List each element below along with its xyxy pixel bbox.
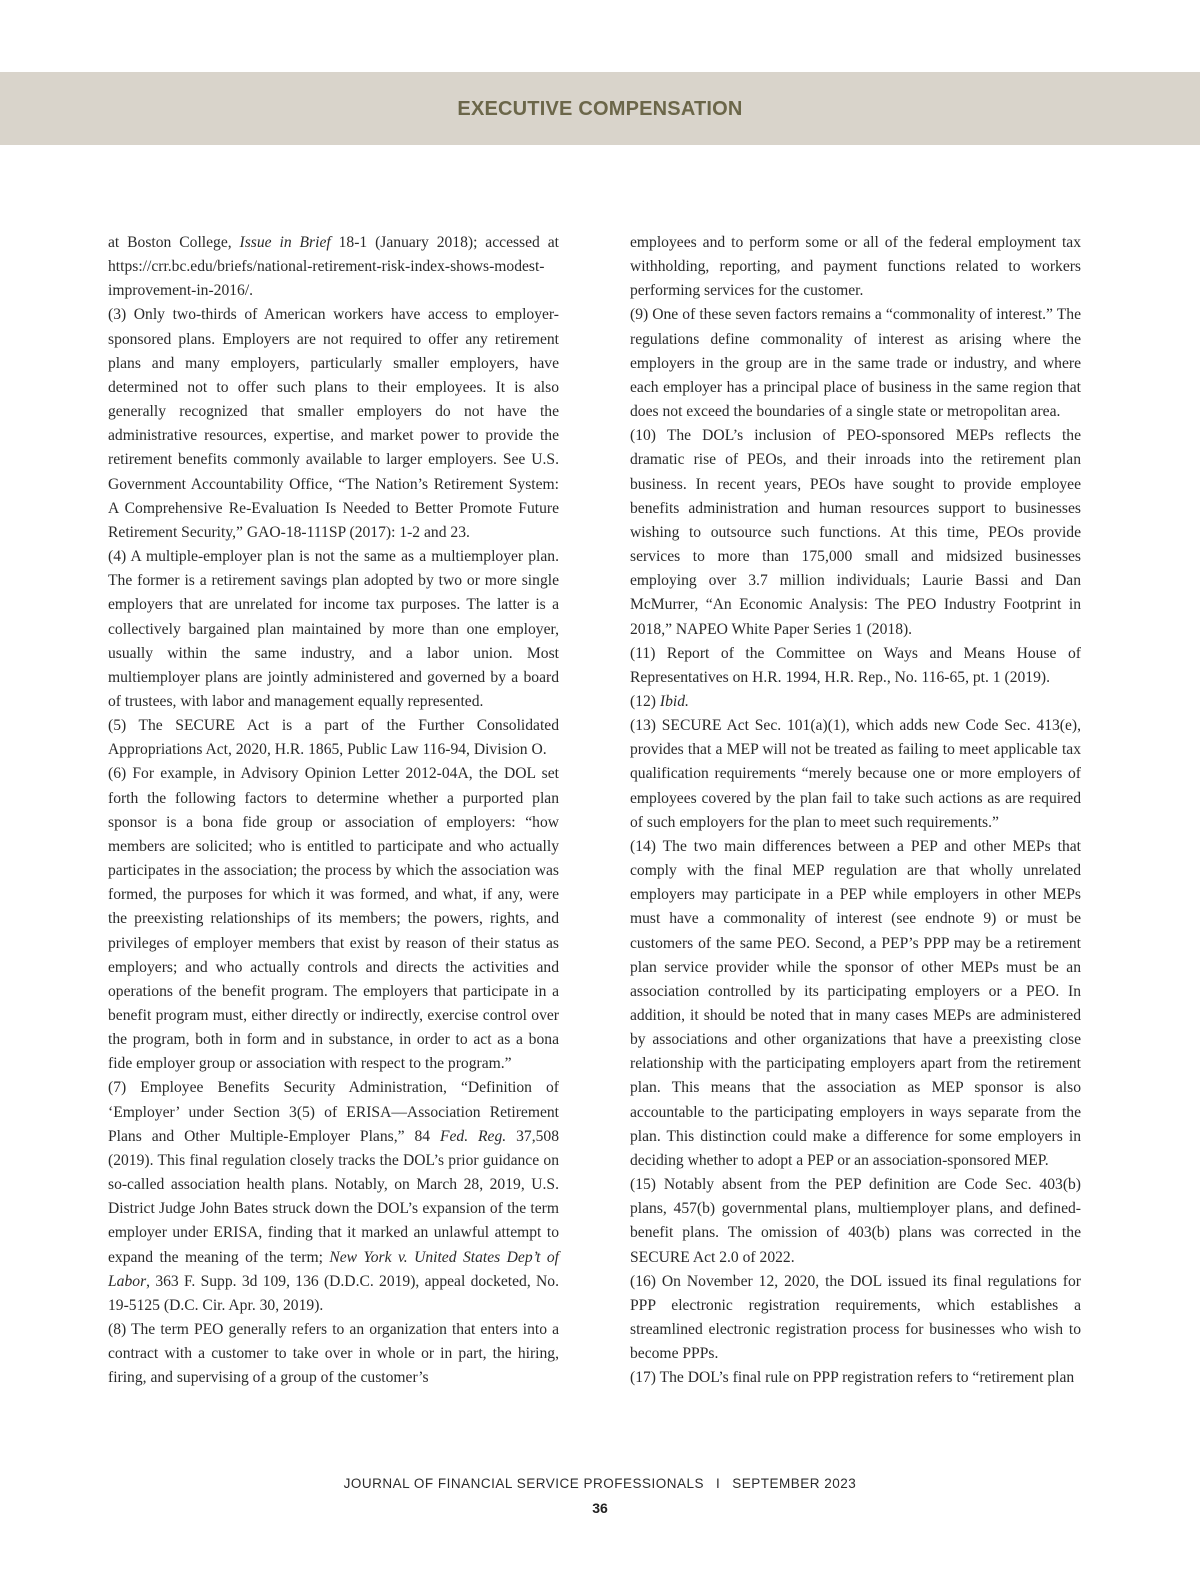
endnote-11: (11) Report of the Committee on Ways and Means House of Representatives on H.R. 1994, H.R. Rep., No. 116-65, pt. 1 (2019). (630, 644, 1081, 686)
endnote-13: (13) SECURE Act Sec. 101(a)(1), which adds new Code Sec. 413(e), provides that a MEP will not be treated as failing to meet applicable tax qualification requirements “merely because one or more employers of employees covered by the plan fail to take such actions as are required of such employers for the plan to meet such requirements.” (630, 717, 1081, 831)
footer-separator: I (716, 1476, 721, 1491)
endnote-5: (5) The SECURE Act is a part of the Further Consolidated Appropriations Act, 2020, H.R. 1865, Public Law 116-94, Division O. (108, 717, 559, 759)
endnote-text: 37,508 (2019). This final regulation closely tracks the DOL’s prior guidance on so-called association health plans. Notably, on March 28, 2019, U.S. District Judge John Bates struck down the DOL’s expansion of the term employer under ERISA, finding that it marked an unlawful attempt to expand the meaning of the term; (108, 1127, 559, 1266)
case-name: New York v. United States Dep’t of Labor (108, 1248, 559, 1290)
endnote-10: (10) The DOL’s inclusion of PEO-sponsored MEPs reflects the dramatic rise of PEOs, and their inroads into the retirement plan business. In recent years, PEOs have sought to provide employee benefits administration and human resources support to businesses wishing to outsource such functions. At this time, PEOs provide services to more than 175,000 small and midsized businesses employing over 3.7 million individuals; Laurie Bassi and Dan McMurrer, “An Economic Analysis: The PEO Industry Footprint in 2018,” NAPEO White Paper Series 1 (2018). (630, 427, 1081, 638)
right-column (630, 231, 1081, 1391)
endnote-text: at Boston College, (108, 234, 240, 251)
endnote-12 (630, 690, 1081, 714)
journal-name: JOURNAL OF FINANCIAL SERVICE PROFESSIONALS (343, 1476, 704, 1491)
publication-title: Issue in Brief (239, 234, 331, 251)
endnote-8-continued: employees and to perform some or all of the federal employment tax withholding, reporting, and payment functions related to workers performing services for the customer. (630, 234, 1081, 300)
endnote-17: (17) The DOL’s final rule on PPP registration refers to “retirement plan (630, 1369, 1075, 1387)
section-header-band (0, 72, 1200, 145)
endnote-2-continued (108, 231, 559, 303)
footer-journal-line (0, 1476, 1200, 1491)
endnote-9: (9) One of these seven factors remains a “commonality of interest.” The regulations define commonality of interest as arising where the employers in the group are in the same trade or industry, and where each employer has a principal place of business in the same region that does not exceed the boundaries of a single state or metropolitan area. (630, 306, 1081, 421)
endnote-text: 18-1 (January 2018); accessed at https://crr.bc.edu/briefs/national-retirement-risk-index-shows-modest-improvement-in-2016/. (108, 234, 559, 300)
endnote-8: (8) The term PEO generally refers to an organization that enters into a contract with a customer to take over in whole or in part, the hiring, firing, and supervising of a group of the customer’s (108, 1321, 559, 1387)
endnote-3: (3) Only two-thirds of American workers have access to employer-sponsored plans. Employers are not required to offer any retirement plans and many employers, particularly smaller employers, have determined not to offer such plans to their employees. It is also generally recognized that smaller employers do not have the administrative resources, expertise, and market power to provide the retirement benefits commonly available to larger employers. See U.S. Government Accountability Office, “The Nation’s Retirement System: A Comprehensive Re-Evaluation Is Needed to Better Promote Future Retirement Security,” GAO-18-111SP (2017): 1-2 and 23. (108, 306, 559, 541)
left-column (108, 231, 559, 1391)
page-number: 36 (592, 1500, 608, 1516)
publication-title: Fed. Reg. (439, 1127, 507, 1145)
endnote-4: (4) A multiple-employer plan is not the same as a multiemployer plan. The former is a retirement savings plan adopted by two or more single employers that are unrelated for income tax purposes. The latter is a collectively bargained plan maintained by more than one employer, usually within the same industry, and a labor union. Most multiemployer plans are jointly administered and governed by a board of trustees, with labor and management equally represented. (108, 548, 559, 710)
endnote-6: (6) For example, in Advisory Opinion Letter 2012-04A, the DOL set forth the following factors to determine whether a purported plan sponsor is a bona fide group or association of employers: “how members are solicited; who is entitled to participate and who actually participates in the association; the process by which the association was formed, the purposes for which it was formed, and what, if any, were the preexisting relationships of its members; the powers, rights, and privileges of employer members that exist by reason of their status as employers; and who actually controls and directs the activities and operations of the benefit program. The employers that participate in a benefit program must, either directly or indirectly, exercise control over the program, both in form and in substance, in order to act as a bona fide employer group or association with respect to the program.” (108, 765, 559, 1073)
endnote-text: (7) Employee Benefits Security Administration, “Definition of ‘Employer’ under Section 3(5) of ERISA—Association Retirement Plans and Other Multiple-Employer Plans,” 84 (108, 1079, 559, 1145)
section-title: EXECUTIVE COMPENSATION (457, 98, 743, 120)
issue-date: SEPTEMBER 2023 (732, 1476, 857, 1491)
endnote-15: (15) Notably absent from the PEP definition are Code Sec. 403(b) plans, 457(b) governmental plans, multiemployer plans, and defined-benefit plans. The omission of 403(b) plans was corrected in the SECURE Act 2.0 of 2022. (630, 1176, 1081, 1266)
endnote-7 (108, 1076, 559, 1318)
ibid-text: Ibid. (659, 692, 689, 710)
endnote-14: (14) The two main differences between a PEP and other MEPs that comply with the final MEP regulation are that wholly unrelated employers may participate in a PEP while employers in other MEPs must have a commonality of interest (see endnote 9) or must be customers of the same PEO. Second, a PEP’s PPP may be a retirement plan service provider while the sponsor of other MEPs must be an association controlled by its participating employers or a PEO. In addition, it should be noted that in many cases MEPs are administered by associations and other organizations that have a preexisting close relationship with the participating employers apart from the retirement plan. This means that the association as MEP sponsor is also accountable to the participating employers in ways separate from the plan. This distinction could make a difference for some employers in deciding whether to adopt a PEP or an association-sponsored MEP. (630, 837, 1081, 1169)
endnote-text: , 363 F. Supp. 3d 109, 136 (D.D.C. 2019), appeal docketed, No. 19-5125 (D.C. Cir. Apr. 30, 2019). (108, 1272, 559, 1314)
endnote-text: (12) (630, 692, 660, 710)
endnote-16: (16) On November 12, 2020, the DOL issued its final regulations for PPP electronic registration requirements, which establishes a streamlined electronic registration process for businesses who wish to become PPPs. (630, 1272, 1081, 1363)
